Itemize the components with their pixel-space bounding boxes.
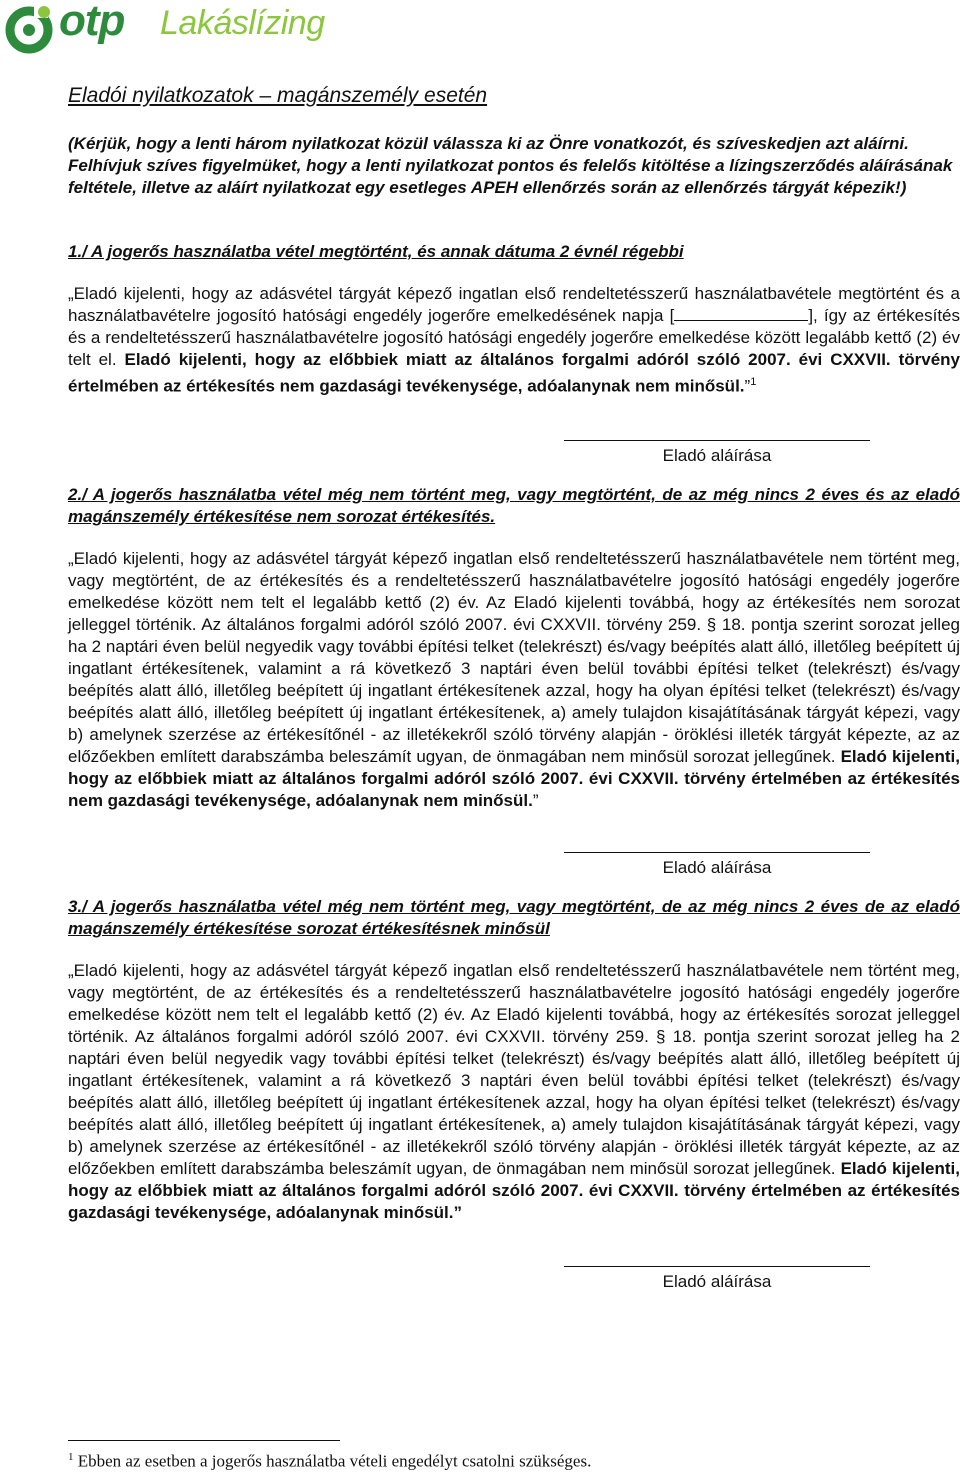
signature-block-2 xyxy=(68,852,960,896)
section-1-heading: 1./ A jogerős használatba vétel megtörtént, és annak dátuma 2 évnél régebbi xyxy=(68,242,684,261)
footnote-text: Ebben az esetben a jogerős használatba vételi engedélyt csatolni szükséges. xyxy=(77,1451,592,1471)
section-2-text xyxy=(68,548,960,812)
signature-label: Eladó aláírása xyxy=(662,445,772,465)
footnote-divider xyxy=(68,1440,340,1441)
logo-brand: otp xyxy=(59,0,125,45)
section-1-end: ” xyxy=(744,376,751,396)
logo-product: Lakáslízing xyxy=(160,4,325,42)
section-1-text-b: ], így az értékesítés és a rendeltetésszerű használatbavételre jogosító hatósági engedély jogerőre emelkedése között legalább kettő (2) év telt el. xyxy=(68,306,960,369)
section-3-bold: Eladó kijelenti, hogy az előbbiek miatt az általános forgalmi adóról szóló 2007. évi CXXVII. törvény értelmében az értékesítés gazdasági tevékenysége, adóalanynak minősül.” xyxy=(68,1158,960,1222)
signature-label: Eladó aláírása xyxy=(662,857,772,877)
footnote-mark: 1 xyxy=(68,1451,74,1463)
intro-line-1: (Kérjük, hogy a lenti három nyilatkozat közül válassza ki az Önre vonatkozót, és szíveskedjen azt aláírni. xyxy=(68,134,909,153)
section-1-text-a: „Eladó kijelenti, hogy az adásvétel tárgyát képező ingatlan első rendeltetésszerű használatbavétele megtörtént és a használatbavételre jogosító hatósági engedély jogerőre emelkedésének napja [ xyxy=(68,284,960,325)
otp-lakaslizing-logo xyxy=(4,2,334,58)
signature-label: Eladó aláírása xyxy=(662,1271,772,1291)
section-2-heading: 2./ A jogerős használatba vétel még nem történt meg, vagy megtörtént, de az még nincs 2 éves és az eladó magánszemély értékesítése nem sorozat értékesítés. xyxy=(68,484,960,526)
signature-block-1 xyxy=(68,440,960,484)
footnote xyxy=(68,1451,591,1472)
section-2-text-main: „Eladó kijelenti, hogy az adásvétel tárgyát képező ingatlan első rendeltetésszerű használatbavétele nem történt meg, vagy megtörtént, de az értékesítés és a rendeltetésszerű használatbavételre jogosító hatósági engedély jogerőre emelkedése között nem telt el legalább kettő (2) év. Az Eladó kijelenti továbbá, hogy az értékesítés nem sorozat jelleggel történik. Az általános forgalmi adóról szóló 2007. évi CXXVII. törvény 259. § 18. pontja szerint sorozat jelleg ha 2 naptári éven belül negyedik vagy további építési telket (telekrészt) és/vagy beépítés alatt álló, illetőleg beépített új ingatlant értékesítenek, valamint a rá következő 3 naptári éven belül további építési telket (telekrészt) és/vagy beépítés alatt álló, illetőleg beépített új ingatlant értékesítenek azzal, hogy ha olyan építési telket (telekrészt) és/vagy beépítés alatt álló, illetőleg beépített új ingatlant értékesítenek, a) amely tulajdon kisajátításának tárgyát képezi, vagy b) amelynek szerzése az értékesítőnél - az illetékekről szóló törvény alapján - öröklési illeték tárgyát képezte, az az előzőekben említett darabszámba beleszámít ugyan, de önmagában nem minősül sorozat jellegűnek. xyxy=(68,548,960,766)
signature-line[interactable] xyxy=(564,440,870,441)
signature-line[interactable] xyxy=(564,852,870,853)
page-title: Eladói nyilatkozatok – magánszemély esetén xyxy=(68,84,488,107)
date-blank-field[interactable] xyxy=(674,306,808,321)
section-2-end: ” xyxy=(532,790,539,810)
section-1-text xyxy=(68,283,960,398)
section-2-bold: Eladó kijelenti, hogy az előbbiek miatt az általános forgalmi adóról szóló 2007. évi CXXVII. törvény értelmében az értékesítés nem gazdasági tevékenysége, adóalanynak nem minősül. xyxy=(68,746,960,810)
section-3-heading: 3./ A jogerős használatba vétel még nem történt meg, vagy megtörtént, de az még nincs 2 éves de az eladó magánszemély értékesítése sorozat értékesítésnek minősül xyxy=(68,896,960,938)
document-body xyxy=(68,84,960,1310)
footnote-ref: 1 xyxy=(750,376,757,388)
signature-line[interactable] xyxy=(564,1266,870,1267)
intro-note xyxy=(68,133,960,199)
section-1-bold: Eladó kijelenti, hogy az előbbiek miatt az általános forgalmi adóról szóló 2007. évi CXXVII. törvény értelmében az értékesítés nem gazdasági tevékenysége, adóalanynak nem minősül. xyxy=(68,350,960,396)
section-3-text xyxy=(68,960,960,1224)
intro-line-2: Felhívjuk szíves figyelmüket, hogy a lenti nyilatkozat pontos és felelős kitöltése a lízingszerződés aláírásának feltétele, illetve az aláírt nyilatkozat egy esetleges APEH ellenőrzés során az ellenőrzés tárgyát képezik!) xyxy=(68,156,953,197)
section-3-text-main: „Eladó kijelenti, hogy az adásvétel tárgyát képező ingatlan első rendeltetésszerű használatbavétele nem történt meg, vagy megtörtént, de az értékesítés és a rendeltetésszerű használatbavételre jogosító hatósági engedély jogerőre emelkedése között nem telt el legalább kettő (2) év. Az Eladó kijelenti továbbá, hogy az értékesítés sorozat jelleggel történik. Az általános forgalmi adóról szóló 2007. évi CXXVII. törvény 259. § 18. pontja szerint sorozat jelleg ha 2 naptári éven belül negyedik vagy további építési telket (telekrészt) és/vagy beépítés alatt álló, illetőleg beépített új ingatlant értékesítenek, valamint a rá következő 3 naptári éven belül további építési telket (telekrészt) és/vagy beépítés alatt álló, illetőleg beépített új ingatlant értékesítenek azzal, hogy ha olyan építési telket (telekrészt) és/vagy beépítés alatt álló, illetőleg beépített új ingatlant értékesítenek, a) amely tulajdon kisajátításának tárgyát képezi, vagy b) amelynek szerzése az értékesítőnél - az illetékekről szóló törvény alapján - öröklési illeték tárgyát képezte, az az előzőekben említett darabszámba beleszámít ugyan, de önmagában nem minősül sorozat jellegűnek. xyxy=(68,960,960,1178)
signature-block-3 xyxy=(68,1266,960,1310)
otp-logo-icon xyxy=(4,4,56,56)
